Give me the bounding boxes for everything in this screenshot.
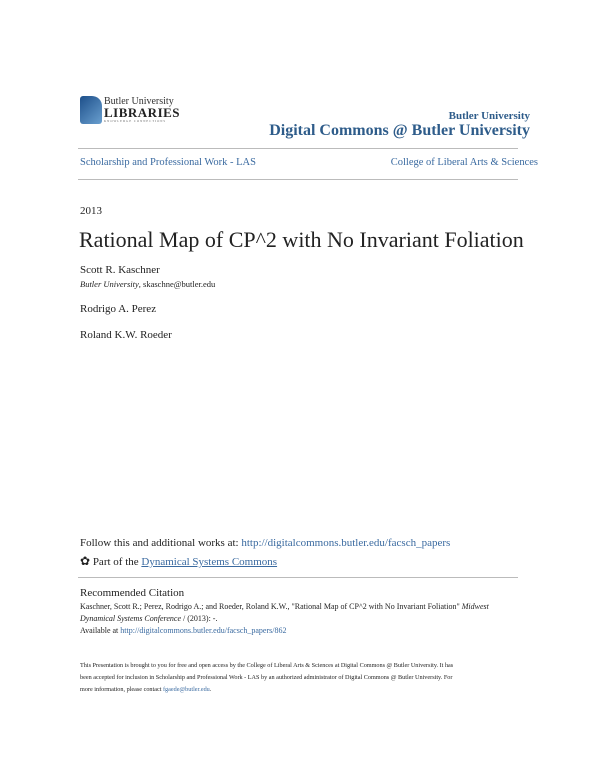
available-text: Available at — [80, 626, 121, 635]
footer-line2: been accepted for inclusion in Scholarship and Professional Work - LAS by an authorized administrator of Digital Commons @ Butler University. For — [80, 674, 453, 681]
butler-libraries-logo — [80, 96, 180, 126]
author-name: Roland K.W. Roeder — [80, 329, 172, 341]
discipline-link[interactable]: Dynamical Systems Commons — [141, 556, 278, 568]
author-name: Rodrigo A. Perez — [80, 303, 157, 315]
affiliation: Butler University — [80, 279, 139, 289]
part-of-text: Part of the — [92, 556, 142, 568]
part-of-line — [80, 554, 277, 569]
footer-text: more information, please contact — [80, 686, 163, 693]
divider — [78, 577, 518, 578]
year: 2013 — [80, 205, 102, 217]
footer-end: . — [209, 686, 212, 693]
divider — [78, 179, 518, 180]
footer-line1: This Presentation is brought to you for free and open access by the College of Liberal Arts & Sciences at Digital Commons @ Butler University. It has — [80, 662, 454, 669]
org-name: Butler University — [448, 110, 530, 122]
collection-link[interactable]: http://digitalcommons.butler.edu/facsch_papers — [241, 537, 451, 549]
logo-mark-icon — [80, 96, 102, 124]
author-affiliation: Butler University, skaschne@butler.edu — [80, 279, 216, 289]
citation-line3 — [80, 626, 286, 635]
author-name: Scott R. Kaschner — [80, 264, 160, 276]
footer-line3 — [80, 686, 211, 693]
logo-line2: LIBRARIES — [104, 105, 181, 120]
follow-line — [80, 537, 450, 549]
series-link[interactable]: Scholarship and Professional Work - LAS — [80, 157, 256, 168]
college-link[interactable]: College of Liberal Arts & Sciences — [390, 157, 538, 168]
contact-email-link[interactable]: fgaede@butler.edu — [163, 686, 210, 693]
email: skaschne@butler.edu — [143, 279, 216, 289]
commons-icon: ✿ — [80, 554, 91, 568]
citation-text: / (2013): -. — [181, 614, 218, 623]
citation-line2 — [80, 614, 217, 623]
citation-text: Kaschner, Scott R.; Perez, Rodrigo A.; and Roeder, Roland K.W., "Rational Map of CP^2 with No Invariant Foliation" — [80, 602, 462, 611]
follow-text: Follow this and additional works at: — [80, 537, 242, 549]
citation-heading: Recommended Citation — [80, 587, 185, 599]
venue: Dynamical Systems Conference — [80, 614, 182, 623]
citation-line1 — [80, 602, 489, 611]
repo-name: Digital Commons @ Butler University — [269, 122, 530, 139]
document-title: Rational Map of CP^2 with No Invariant Foliation — [79, 227, 524, 252]
venue: Midwest — [461, 602, 489, 611]
citation-link[interactable]: http://digitalcommons.butler.edu/facsch_papers/862 — [120, 626, 287, 635]
logo-line3: KNOWLEDGE CONNECTIONS — [104, 119, 167, 123]
divider — [78, 148, 518, 149]
logo-line1: Butler University — [104, 96, 174, 107]
